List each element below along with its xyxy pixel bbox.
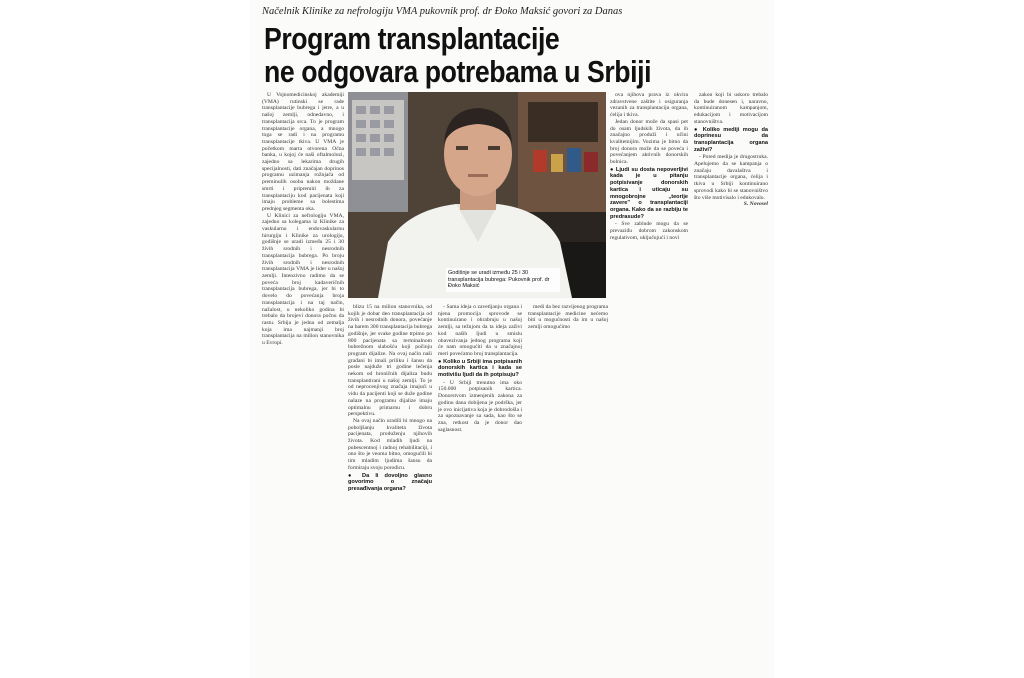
- article-column-5: [610, 92, 688, 336]
- article-column-3: [438, 304, 522, 674]
- paragraph: - U Srbiji trenutno ima oko 150.000 potpisanih kartica. Donorstvom izmenjenih zakona za godinu dana dobijena je podrška, jer je ovo inicijativa koja je dobrodošla i za upoznavanje sa sada, kao što se zna, retkost da je donor dao saglasnost.: [438, 379, 522, 433]
- interview-question: ● Ljudi su dosta nepoverljivi kada je u pitanju potpisivanje donorskih kartica i uticaju su mnogobrojne „teorije zavere" o transplantaciji organa. Kako da se razbiju te predrasude?: [610, 166, 688, 220]
- paragraph: blizu 15 na milion stanovnika, od kojih je dobar deo transplantacija od živih i nesrodnih donora, povećanje na barem 300 transplantacija bubrega godišnje, jer svake godine trpimo po 800 pacijenata sa terminalnom bubrežnom slabošću koji počinju program dijalize. Na ovaj način naši građani bi imali priliku i šansu da posle najduže tri godine lečenja nekom od hroničnih dijaliza budu transplantirani u našoj zemlji. To je od neprocenjivog značaja imajući u vidu da pacijenti koji se duže godine nalaze na programu dijalize imaju optimalnu primarnu i dobru perspektivu.: [348, 304, 432, 418]
- article-column-1: [262, 92, 344, 672]
- author-signature: S. Novosel: [743, 201, 768, 208]
- kicker: Načelnik Klinike za nefrologiju VMA pukovnik prof. dr Đoko Maksić govori za Danas: [262, 6, 623, 17]
- paragraph: - Sama ideja o zavetljanju organa i njena promocija sprovode se kontinuirano i ohrabruju u našoj zemlji, sa težnjom da ta ideja zaživi kod naših ljudi u smislu obavezivanja jednog programa koji će nam omogućiti da u značajnoj meri povećamo broj transplantacija.: [438, 304, 522, 357]
- headline: [264, 22, 694, 88]
- paragraph: Jedan donor može da spasi pet do osam ljudskih života, da ih značajno produži i učini kvalitetnijim. Vozima je bitno da broj donora može da se poveća i povećanjem aktivnih donorskih bolnica.: [610, 118, 688, 166]
- paragraph: zakon koji bi uskoro trebalo da bude donesen i, naravno, kontinuiranom kampanjom, edukacijom i motivacijom stanovništva.: [694, 92, 768, 125]
- article-column-2: [348, 304, 432, 674]
- article-column-6: [694, 92, 768, 336]
- paragraph: U Vojnomedicinskoj akademiji (VMA) rutinski se rade transplantacije bubrega i jetre, a u našoj zemlji, odnedavno, i transplantacija srca. To je program transplantacije organa, a mnogo toga se radi i na programu transplantacije tkiva. U VMA je početkom marta otvorena Očna banka, u kojoj će naši oftalmolozi, zajedno sa lekarima drugih specijalnosti, dati značajan doprinos programu uzimanja rožnjača od preminulih osoba nakon moždane smrti i pripremiti ih za transplantaciju kod pacijenata koji imaju probleme sa bolestima prednjeg segmenta oka.: [262, 92, 344, 212]
- headline-line-1: Program transplantacije: [264, 21, 560, 56]
- paragraph: Na ovaj način uradili bi mnogo na poboljšanju kvaliteta života pacijenata, produženju njihovih života. Kod mladih ljudi na pubescentnoj i radnoj rehabilitaciji, i ono što je veoma bitno, omogućili bi tim mladim ljudima šansu da formiraju svoju porodicu.: [348, 417, 432, 471]
- interview-question: ● Da li dovoljno glasno govorimo o značaju presađivanja organa?: [348, 472, 432, 492]
- paragraph: ova njihova prava iz okvira zdravstvene zaštite i osiguranja vezanih za transplantaciju organa, ćelija i tkiva.: [610, 92, 688, 119]
- paragraph: U Klinici za nefrologiju VMA, zajedno sa kolegama iz Klinike za vaskularnu i endovaskularnu hirurgiju i Klinike za urologiju, godišnje se uradi između 25 i 30 živih srodnih i nesrodnih transplantacija bubrega. Po broju živih srodnih i nesrodnih transplantacija VMA je lider u našoj zemlji. Intenzivno radimo da se poveća broj kadaveričnih transplantacija bubrega, jer bi to dovelo do povećanja broja transplantacija i na taj način, nažalost, u nekoliko godina bi trebalo da brojevi donora počnu da rastu. Srbija je jedna od zemalja koja ima najmanji broj transplantacija na milion stanovnika u Evropi.: [262, 212, 344, 347]
- newspaper-page: [250, 0, 774, 678]
- paragraph: - Pored medija je drugostruka. Apelujemo da se kampanja o značaju davalaštva i transplantacije organa, ćelija i tkiva u Srbiji kontinuirano sprovodi kako bi se stanovništvo što više motivisalo i edukovalo.: [694, 154, 768, 201]
- interview-question: ● Koliko u Srbiji ima potpisanih donorskih kartica i kada se motivišu ljudi da ih potpisuju?: [438, 358, 522, 379]
- interview-question: ● Koliko mediji mogu da doprinesu da transplantacija organa zaživi?: [694, 126, 768, 153]
- photo-caption: Godišnje se uradi između 25 i 30 transplantacija bubrega: Pukovnik prof. dr Đoko Maksić: [446, 268, 560, 292]
- article-column-4: [528, 304, 608, 344]
- paragraph: - Sve zablude mogu da se prevaziđu dobrom zakonskom regulativom, uključujući i novi: [610, 221, 688, 241]
- paragraph: medi da bez razvijenog programa transplantacije medicine nećemo biti u mogućnosti da im u našoj zemlji omogućimo: [528, 304, 608, 331]
- headline-line-2: ne odgovara potrebama u Srbiji: [264, 54, 652, 89]
